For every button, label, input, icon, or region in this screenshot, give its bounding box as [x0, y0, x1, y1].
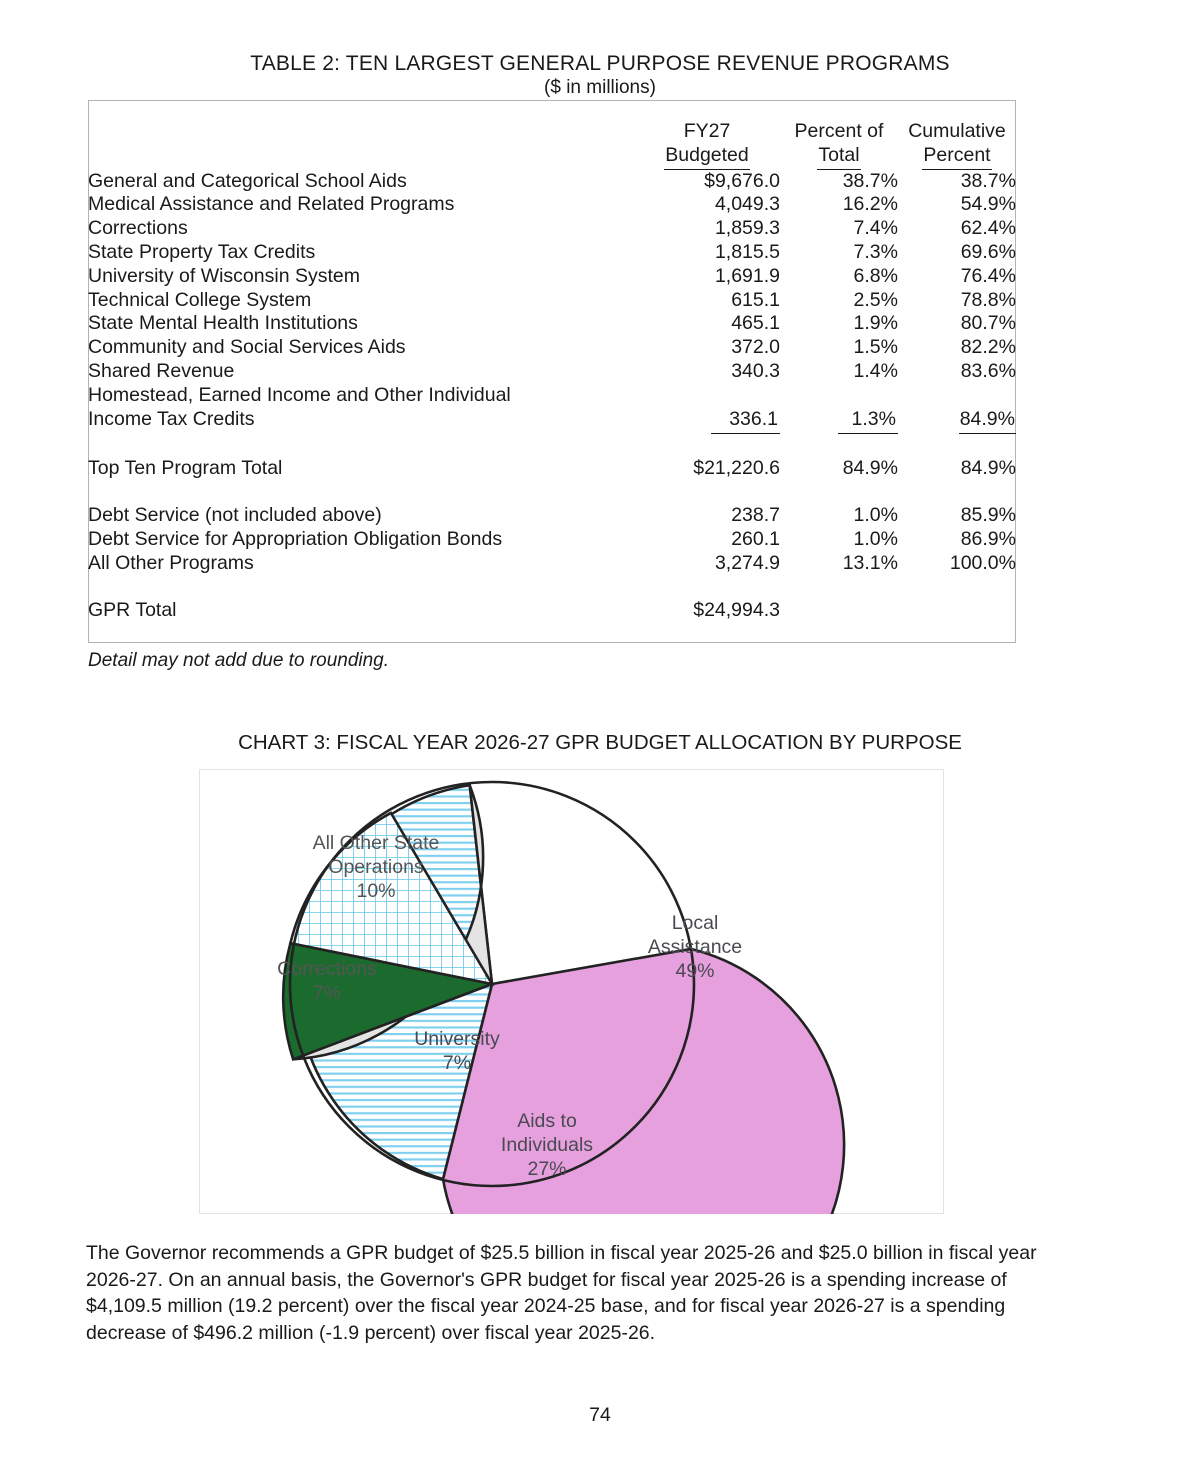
row-label: Community and Social Services Aids: [88, 336, 406, 359]
table-row: [88, 265, 1016, 289]
table-row-top-ten-total: [88, 457, 1016, 481]
row-percent-blank: [780, 384, 898, 408]
table-spacer: [88, 576, 1016, 599]
header-cumulative: Cumulative: [908, 120, 1006, 142]
row-label: University of Wisconsin System: [88, 264, 360, 287]
table-row: [88, 217, 1016, 241]
table-row: [88, 170, 1016, 194]
row-label: State Property Tax Credits: [88, 240, 316, 263]
row-cumulative: 54.9%: [960, 193, 1016, 216]
pie-label-line2: Individuals: [500, 1134, 594, 1156]
row-cumulative: [898, 599, 1016, 623]
row-cumulative: 86.9%: [960, 527, 1016, 550]
row-percent: [780, 599, 898, 623]
pie-label-line1: All Other State: [312, 832, 440, 854]
row-label: Shared Revenue: [88, 359, 235, 382]
row-cumulative: 100.0%: [949, 551, 1016, 574]
pie-label-corrections: [247, 957, 407, 1005]
table-header-row-2: [88, 144, 1016, 170]
row-percent: 1.0%: [853, 527, 898, 550]
table-row: [88, 360, 1016, 384]
row-percent: 16.2%: [842, 193, 898, 216]
table-row: [88, 312, 1016, 336]
row-label: All Other Programs: [88, 551, 254, 574]
row-label-continuation: Homestead, Earned Income and Other Individual: [88, 383, 511, 406]
row-cumulative: 69.6%: [960, 240, 1016, 263]
pie-label-line1: University: [414, 1028, 500, 1050]
row-cumulative: 80.7%: [960, 312, 1016, 335]
pie-label-value: 7%: [442, 1052, 472, 1074]
row-percent: 7.4%: [853, 217, 898, 240]
table-row-homestead-wrap: [88, 384, 1016, 408]
table-footnote: Detail may not add due to rounding.: [88, 650, 390, 671]
pie-label-line1: Corrections: [277, 958, 377, 980]
table-title: TABLE 2: TEN LARGEST GENERAL PURPOSE REVENUE PROGRAMS: [250, 52, 950, 75]
gpr-programs-table: [88, 120, 1016, 622]
row-label: Debt Service (not included above): [88, 504, 382, 527]
row-budget: 340.3: [731, 359, 780, 382]
row-cumulative: 78.8%: [960, 288, 1016, 311]
table-spacer: [88, 434, 1016, 457]
row-cumulative: 84.9%: [960, 457, 1016, 480]
row-budget: 260.1: [731, 527, 780, 550]
row-cumulative: 83.6%: [960, 359, 1016, 382]
pie-chart: [199, 769, 944, 1214]
header-blank: [88, 120, 634, 144]
row-budget: 465.1: [731, 312, 780, 335]
header-blank-2: [88, 144, 634, 170]
header-total: Total: [780, 144, 898, 170]
row-percent: 1.5%: [853, 336, 898, 359]
header-budgeted: Budgeted: [634, 144, 780, 170]
pie-label-value: 7%: [312, 982, 342, 1004]
pie-label-line1: Aids to: [517, 1110, 577, 1132]
row-budget: 4,049.3: [714, 193, 780, 216]
pie-label-line2: Assistance: [647, 936, 743, 958]
pie-label-all-other-state-operations: [271, 831, 481, 903]
row-cumulative: 85.9%: [960, 504, 1016, 527]
row-percent: 1.9%: [853, 312, 898, 335]
row-budget: $24,994.3: [693, 598, 780, 621]
row-label: General and Categorical School Aids: [88, 169, 407, 192]
row-percent: 2.5%: [853, 288, 898, 311]
row-percent: 1.4%: [853, 359, 898, 382]
row-cumulative: 76.4%: [960, 264, 1016, 287]
row-label: Medical Assistance and Related Programs: [88, 193, 455, 216]
row-cumulative: 84.9%: [898, 408, 1016, 435]
row-cumulative: 62.4%: [960, 217, 1016, 240]
row-percent: 6.8%: [853, 264, 898, 287]
table-row: [88, 552, 1016, 576]
row-percent: 7.3%: [853, 240, 898, 263]
pie-label-value: 27%: [527, 1158, 567, 1180]
chart-title: CHART 3: FISCAL YEAR 2026-27 GPR BUDGET ALLOCATION BY PURPOSE: [238, 731, 962, 754]
row-budget: $21,220.6: [693, 457, 780, 480]
pie-label-local-assistance: [605, 911, 785, 983]
row-budget: $9,676.0: [704, 169, 780, 192]
row-budget: 615.1: [731, 288, 780, 311]
row-cumulative-blank: [898, 384, 1016, 408]
page-number: 74: [589, 1404, 611, 1426]
row-label: Income Tax Credits: [88, 407, 255, 430]
table-row-homestead: [88, 408, 1016, 435]
pie-label-value: 10%: [356, 880, 396, 902]
row-percent: 1.0%: [853, 504, 898, 527]
row-label: GPR Total: [88, 598, 177, 621]
row-label: Corrections: [88, 217, 188, 240]
pie-label-line1: Local: [671, 912, 719, 934]
table-row: [88, 528, 1016, 552]
table-row: [88, 193, 1016, 217]
row-budget: 1,815.5: [714, 240, 780, 263]
table-row-gpr-total: [88, 599, 1016, 623]
row-cumulative: 82.2%: [960, 336, 1016, 359]
pie-label-aids-to-individuals: [467, 1109, 627, 1181]
row-percent: 13.1%: [842, 551, 898, 574]
table-row: [88, 241, 1016, 265]
pie-label-value: 49%: [675, 960, 715, 982]
table-row: [88, 289, 1016, 313]
table-row: [88, 336, 1016, 360]
row-label: Technical College System: [88, 288, 312, 311]
row-budget: 238.7: [731, 504, 780, 527]
pie-label-line2: Operations: [328, 856, 424, 878]
row-percent: 1.3%: [780, 408, 898, 435]
header-percent-of: Percent of: [794, 120, 884, 142]
row-percent: 38.7%: [842, 169, 898, 192]
row-label: Top Ten Program Total: [88, 457, 283, 480]
header-percent: Percent: [898, 144, 1016, 170]
row-budget-blank: [634, 384, 780, 408]
row-percent: 84.9%: [842, 457, 898, 480]
table-header-row-1: [88, 120, 1016, 144]
row-label: Debt Service for Appropriation Obligation Bonds: [88, 527, 503, 550]
row-cumulative: 38.7%: [960, 169, 1016, 192]
table-spacer: [88, 481, 1016, 504]
row-budget: 1,691.9: [714, 264, 780, 287]
row-budget: 3,274.9: [714, 551, 780, 574]
pie-label-university: [387, 1027, 527, 1075]
table-subtitle: ($ in millions): [544, 77, 656, 98]
table-row: [88, 504, 1016, 528]
row-budget: 372.0: [731, 336, 780, 359]
row-budget: 1,859.3: [714, 217, 780, 240]
body-paragraph: The Governor recommends a GPR budget of $25.5 billion in fiscal year 2025-26 and $25.0 billion in fiscal year 2026-27. On an annual basis, the Governor's GPR budget for fiscal year 2025-26 is a spending increase of $4,109.5 million (19.2 percent) over the fiscal year 2024-25 base, and for fiscal year 2026-27 is a spending decrease of $496.2 million (-1.9 percent) over fiscal year 2025-26.: [86, 1242, 1037, 1344]
row-budget: 336.1: [634, 408, 780, 435]
header-fy27: FY27: [683, 120, 731, 142]
row-label: State Mental Health Institutions: [88, 312, 358, 335]
